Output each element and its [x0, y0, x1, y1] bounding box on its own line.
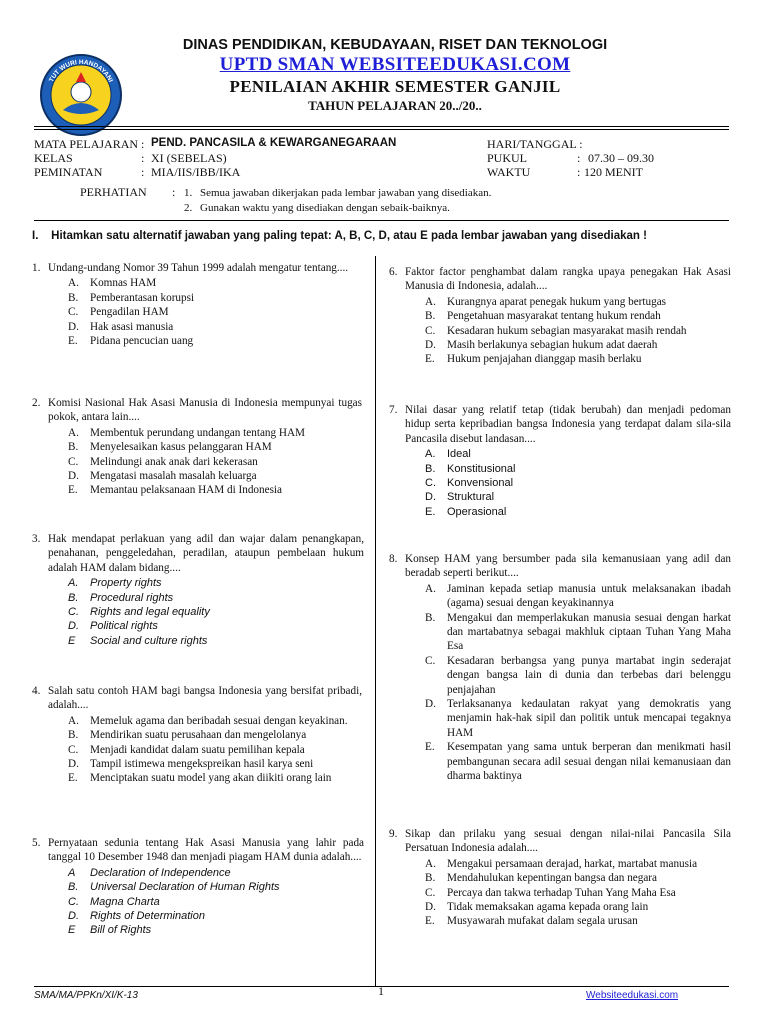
school-name: UPTD SMAN WEBSITEEDUKASI.COM [219, 54, 571, 75]
option-list [68, 576, 364, 648]
option-a [68, 714, 362, 728]
option-text: Mengatasi masalah masalah keluarga [90, 470, 257, 483]
question-number: 2. [32, 397, 41, 409]
info-pukul-value: 07.30 – 09.30 [588, 151, 654, 165]
option-list [425, 295, 731, 367]
academic-year: TAHUN PELAJARAN 20../20.. [308, 98, 482, 113]
option-letter: D. [425, 339, 436, 352]
option-text: Konvensional [447, 477, 514, 490]
option-text: Kurangnya aparat penegak hukum yang bertugas [447, 295, 667, 308]
question-number: 7. [389, 404, 398, 416]
question-9 [389, 827, 731, 929]
option-b [425, 309, 731, 323]
option-text: Kesadaran hukum sebagian masyarakat masih rendah [447, 324, 687, 337]
option-text: Hak asasi manusia [90, 320, 174, 333]
option-text: Memeluk agama dan beribadah sesuai dengan keyakinan. [90, 714, 348, 727]
info-mapel-value: PEND. PANCASILA & KEWARGANEGARAAN [151, 137, 397, 149]
option-text: Magna Charta [90, 895, 160, 908]
question-text: Komisi Nasional Hak Asasi Manusia di Indonesia mempunyai tugas pokok, antara lain.... [48, 397, 362, 424]
question-2 [32, 396, 362, 498]
info-waktu-label: WAKTU [487, 165, 531, 179]
option-letter: D. [68, 758, 79, 771]
option-text: Ideal [447, 448, 471, 461]
option-list [425, 582, 731, 784]
option-list [68, 714, 362, 786]
option-a [425, 447, 731, 461]
question-8 [389, 552, 731, 784]
option-text: Konstitusional [447, 462, 516, 475]
question-text: Pernyataan sedunia tentang Hak Asasi Manusia yang lahir pada tanggal 10 Desember 1948 dan menjadi piagam HAM dunia adalah.... [48, 837, 364, 864]
option-letter: E [68, 634, 76, 647]
option-b [68, 591, 364, 605]
option-text: Property rights [90, 577, 162, 590]
question-1 [32, 261, 362, 348]
option-c [425, 654, 731, 697]
option-letter: B. [68, 881, 79, 894]
option-letter: C. [425, 324, 436, 337]
question-number: 1. [32, 262, 41, 274]
option-letter: E. [425, 915, 435, 928]
question-4 [32, 684, 362, 786]
question-7 [389, 403, 731, 519]
option-letter: B. [68, 441, 79, 454]
option-letter: A. [68, 426, 79, 439]
option-letter: D. [68, 620, 79, 633]
option-letter: E. [425, 505, 436, 518]
option-text: Social and culture rights [90, 634, 208, 647]
option-text: Mengakui dan memperlakukan manusia sesuai dengan harkat dan martabatnya sebagai makhluk ciptaan Tuhan Yang Maha Esa [447, 611, 731, 653]
option-a [68, 576, 364, 590]
header-divider-bottom [34, 129, 729, 130]
section-instruction [32, 230, 647, 242]
logo-motto: TUT WURI HANDAYANI [48, 58, 114, 84]
option-letter: C. [68, 306, 79, 319]
question-number: 6. [389, 266, 398, 278]
option-letter: D. [68, 320, 79, 333]
option-e [425, 740, 731, 783]
option-text: Hukum penjajahan dianggap masih berlaku [447, 353, 642, 366]
question-5 [32, 836, 364, 938]
option-letter: B. [68, 291, 79, 304]
option-d [425, 490, 731, 504]
option-text: Pemberantasan korupsi [90, 291, 195, 304]
option-letter: B. [68, 729, 79, 742]
option-b [68, 291, 362, 305]
option-d [68, 619, 364, 633]
option-c [68, 743, 362, 757]
perhatian-note-2: Gunakan waktu yang disediakan dengan sebaik-baiknya. [200, 202, 450, 214]
option-e [68, 923, 364, 937]
question-text: Faktor factor penghambat dalam rangka upaya penegakan Hak Asasi Manusia di Indonesia, adalah.... [405, 266, 731, 293]
option-text: Percaya dan takwa terhadap Tuhan Yang Maha Esa [447, 886, 676, 899]
info-peminatan-value: MIA/IIS/IBB/IKA [151, 165, 241, 179]
option-letter: A. [68, 714, 79, 727]
option-letter: C. [68, 895, 79, 908]
option-c [68, 605, 364, 619]
section-text: Hitamkan satu alternatif jawaban yang paling tepat: A, B, C, D, atau E pada lembar jawaban yang disediakan ! [51, 230, 647, 242]
option-e [68, 634, 364, 648]
option-text: Terlaksananya kedaulatan rakyat yang demokratis yang menjamin hak-hak sipil dan politik untuk mencapai tegaknya HAM [447, 698, 731, 739]
question-text: Undang-undang Nomor 39 Tahun 1999 adalah mengatur tentang.... [48, 262, 349, 274]
option-letter: B. [425, 462, 436, 475]
question-text: Sikap dan prilaku yang sesuai dengan nilai-nilai Pancasila Sila Persatuan Indonesia adalah.... [405, 828, 731, 855]
option-letter: C. [68, 606, 79, 619]
option-text: Rights of Determination [90, 910, 205, 923]
option-c [425, 476, 731, 490]
footer-code: SMA/MA/PPKn/XI/K-13 [34, 990, 138, 1001]
question-3 [32, 532, 364, 648]
option-text: Mendirikan suatu perusahaan dan mengelolanya [90, 729, 307, 742]
option-letter: D. [425, 698, 436, 711]
option-list [425, 857, 731, 929]
option-e [425, 352, 731, 366]
option-text: Menyelesaikan kasus pelanggaran HAM [90, 441, 272, 454]
option-e [68, 771, 362, 785]
option-c [425, 886, 731, 900]
option-c [68, 455, 362, 469]
option-list [425, 447, 731, 519]
info-waktu-value: 120 MENIT [584, 165, 643, 179]
perhatian-label: PERHATIAN [80, 185, 147, 199]
info-hari-label: HARI/TANGGAL : [487, 137, 583, 151]
option-text: Melindungi anak anak dari kekerasan [90, 455, 258, 468]
option-letter: E. [68, 484, 78, 497]
option-d [68, 469, 362, 483]
option-a [425, 857, 731, 871]
option-text: Pengadilan HAM [90, 306, 169, 319]
column-divider [375, 256, 376, 986]
option-text: Struktural [447, 491, 495, 504]
option-d [68, 757, 362, 771]
option-text: Procedural rights [90, 591, 174, 604]
option-b [425, 462, 731, 476]
option-d [425, 338, 731, 352]
option-letter: E. [425, 353, 435, 366]
option-letter: E. [425, 741, 435, 754]
question-text: Konsep HAM yang bersumber pada sila kemanusiaan yang adil dan beradab seperti berikut.... [405, 553, 731, 580]
option-letter: A. [425, 295, 436, 308]
option-text: Declaration of Independence [90, 866, 231, 879]
question-number: 4. [32, 685, 41, 697]
option-list [68, 426, 362, 498]
perhatian-note-1: Semua jawaban dikerjakan pada lembar jawaban yang disediakan. [200, 187, 492, 199]
option-text: Menjadi kandidat dalam suatu pemilihan kepala [90, 743, 305, 756]
option-letter: A. [425, 448, 436, 461]
option-c [425, 324, 731, 338]
question-text: Salah satu contoh HAM bagi bangsa Indonesia yang bersifat pribadi, adalah.... [48, 685, 362, 712]
option-b [68, 440, 362, 454]
option-letter: C. [68, 743, 79, 756]
option-a [68, 426, 362, 440]
option-text: Tidak memaksakan agama kepada orang lain [447, 901, 649, 914]
option-letter: A. [68, 577, 79, 590]
question-6 [389, 265, 731, 367]
option-letter: B. [425, 872, 436, 885]
option-letter: D. [425, 901, 436, 914]
header-divider-top [34, 126, 729, 127]
option-text: Universal Declaration of Human Rights [90, 881, 280, 894]
option-letter: C. [68, 455, 79, 468]
option-text: Membentuk perundang undangan tentang HAM [90, 426, 305, 439]
option-b [68, 880, 364, 894]
option-text: Mendahulukan kepentingan bangsa dan negara [447, 872, 658, 885]
option-text: Mengakui persamaan derajad, harkat, martabat manusia [447, 857, 698, 870]
option-text: Musyawarah mufakat dalam segala urusan [447, 915, 638, 928]
question-text: Hak mendapat perlakuan yang adil dan wajar dalam penangkapan, penahanan, penggeledahan, peradilan, ataupun pembelaan hukum adalah HAM dalam bidang.... [48, 533, 364, 574]
option-list [68, 276, 362, 348]
option-text: Kesadaran berbangsa yang punya martabat ingin sederajat dengan bangsa lain di dunia dan terbebas dari belenggu penjajahan [447, 654, 731, 696]
section-number: I. [32, 230, 39, 242]
option-text: Rights and legal equality [90, 606, 210, 619]
option-a [425, 295, 731, 309]
option-a [68, 866, 364, 880]
option-letter: A [68, 866, 76, 879]
option-letter: E. [68, 335, 78, 348]
question-number: 5. [32, 837, 41, 849]
option-d [425, 697, 731, 740]
option-text: Pengetahuan masyarakat tentang hukum rendah [447, 310, 661, 323]
option-text: Pidana pencucian uang [90, 335, 194, 348]
option-letter: A. [425, 857, 436, 870]
info-mapel-label: MATA PELAJARAN [34, 137, 139, 151]
question-number: 9. [389, 828, 398, 840]
option-text: Memantau pelaksanaan HAM di Indonesia [90, 484, 282, 497]
option-b [425, 871, 731, 885]
option-c [68, 895, 364, 909]
option-letter: C. [425, 886, 436, 899]
option-letter: D. [68, 470, 79, 483]
option-letter: A. [425, 582, 436, 595]
exam-title: PENILAIAN AKHIR SEMESTER GANJIL [229, 77, 561, 96]
info-pukul-label: PUKUL [487, 151, 528, 165]
option-letter: B. [68, 591, 79, 604]
option-text: Tampil istimewa mengekspreikan hasil karya seni [90, 758, 314, 771]
option-d [68, 909, 364, 923]
option-text: Masih berlakunya sebagian hukum adat daerah [447, 339, 658, 352]
option-text: Operasional [447, 505, 507, 518]
option-e [425, 505, 731, 519]
option-letter: E. [68, 772, 78, 785]
option-text: Komnas HAM [90, 277, 157, 290]
option-text: Menciptakan suatu model yang akan diikiti orang lain [90, 772, 332, 785]
option-a [425, 582, 731, 611]
agency-title: DINAS PENDIDIKAN, KEBUDAYAAN, RISET DAN TEKNOLOGI [182, 37, 608, 53]
option-text: Bill of Rights [90, 924, 152, 937]
page-number: 1 [378, 984, 384, 998]
option-letter: D. [68, 910, 79, 923]
option-e [68, 334, 362, 348]
question-text: Nilai dasar yang relatif tetap (tidak berubah) dan menjadi pedoman hidup serta kepribadian bangsa Indonesia yang terdapat dalam sila-sila Pancasila disebut landasan.... [405, 404, 731, 445]
info-kelas-label: KELAS [34, 151, 73, 165]
option-letter: E [68, 924, 76, 937]
option-letter: C. [425, 654, 436, 667]
option-d [68, 320, 362, 334]
option-text: Political rights [90, 620, 158, 633]
option-text: Kesempatan yang sama untuk berperan dan menikmati hasil pembangunan secara adil sesuai dengan nilai kemanusiaan dan dharma baktinya [447, 741, 731, 783]
option-a [68, 276, 362, 290]
info-divider [34, 220, 729, 221]
option-e [68, 483, 362, 497]
option-text: Jaminan kepada setiap manusia untuk melaksanakan ibadah (agama) sesuai dengan keyakinannya [447, 582, 731, 610]
option-list [68, 866, 364, 938]
option-letter: D. [425, 491, 436, 504]
option-b [425, 611, 731, 654]
question-number: 3. [32, 533, 41, 545]
option-c [68, 305, 362, 319]
option-letter: B. [425, 611, 436, 624]
info-kelas-value: XI (SEBELAS) [151, 151, 227, 165]
question-number: 8. [389, 553, 398, 565]
option-b [68, 728, 362, 742]
option-e [425, 914, 731, 928]
option-letter: A. [68, 277, 79, 290]
option-letter: C. [425, 477, 436, 490]
footer-website-link[interactable]: Websiteedukasi.com [586, 990, 679, 1001]
option-letter: B. [425, 310, 436, 323]
option-d [425, 900, 731, 914]
info-peminatan-label: PEMINATAN [34, 165, 103, 179]
